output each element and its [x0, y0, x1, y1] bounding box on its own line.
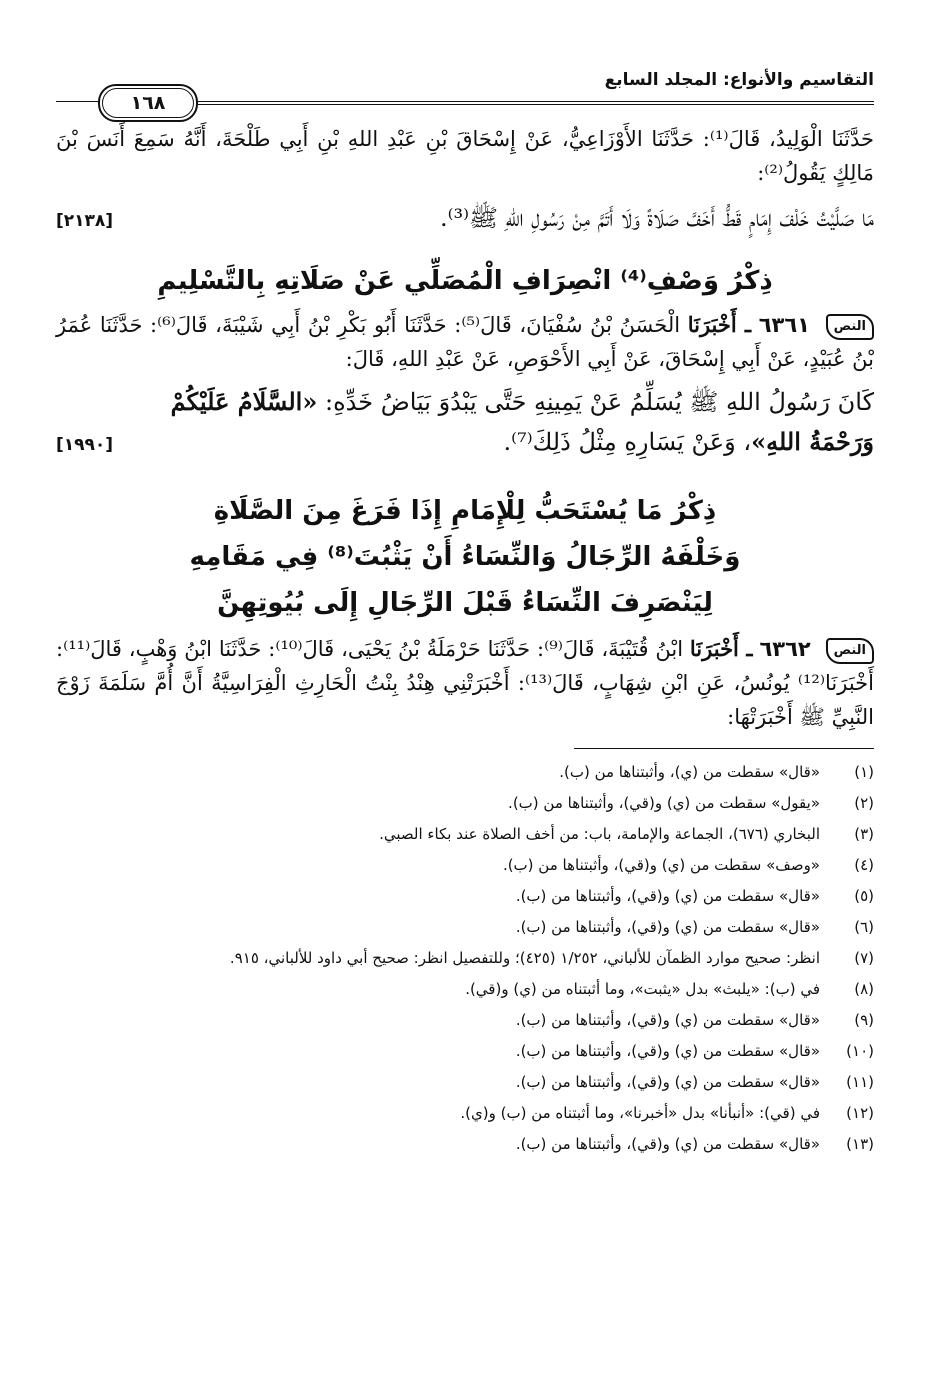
footnote-item: (٤) «وصف» سقطت من (ي) و(قي)، وأثبتناها من (ب). — [502, 856, 874, 874]
hadith-number: ٦٣٦١ — [758, 313, 810, 337]
nass-badge-icon: النص — [826, 638, 874, 664]
footnote-item: (٦) «قال» سقطت من (ي) و(قي)، وأثبتناها من (ب). — [515, 918, 874, 936]
footnote-item: (١) «قال» سقطت من (ي)، وأثبتناها من (ب). — [559, 763, 874, 781]
hadith-reference-1: [٢١٣٨] — [56, 211, 114, 231]
footnote-item: (١١) «قال» سقطت من (ي) و(قي)، وأثبتناها من (ب). — [515, 1073, 874, 1091]
chapter-heading-2-line-2: وَخَلْفَهُ الرِّجَالُ وَالنِّسَاءُ أَنْ يَثْبُتَ⁽⁸⁾ فِي مَقَامِهِ — [189, 542, 741, 572]
hadith-6361 — [56, 308, 874, 376]
running-header — [56, 68, 874, 114]
footnote-item: (١٠) «قال» سقطت من (ي) و(قي)، وأثبتناها من (ب). — [515, 1042, 874, 1060]
footnote-item: (١٢) في (قي): «أنبأنا» بدل «أخبرنا»، وما أثبتناه من (ب) و(ي). — [460, 1104, 874, 1122]
chapter-heading-1: ذِكْرُ وَصْفِ⁽⁴⁾ انْصِرَافِ الْمُصَلِّي عَنْ صَلَاتِهِ بِالتَّسْلِيمِ — [157, 266, 773, 296]
matn-2-end-wrap — [504, 422, 874, 462]
page-number — [98, 84, 198, 122]
footnote-item: (٧) انظر: صحيح موارد الظمآن للألباني، ١/٢٥٢ (٤٢٥)؛ وللتفصيل انظر: صحيح أبي داود للألباني، ٩١٥. — [229, 949, 874, 967]
hadith-intro: ـ أَخْبَرَنَا — [689, 636, 753, 661]
header-rule-double — [116, 104, 874, 105]
footnote-item: (٨) في (ب): «يلبث» بدل «يثبت»، وما أثبتناه من (ي) و(قي). — [465, 980, 874, 998]
footnote-item: (٢) «يقول» سقطت من (ي) و(قي)، وأثبتناها من (ب). — [508, 794, 874, 812]
matn-row-1 — [56, 198, 874, 238]
matn-2-end: ، وَعَنْ يَسَارِهِ مِثْلُ ذَلِكَ⁽⁷⁾. — [503, 428, 752, 456]
footnote-item: (٣) البخاري (٦٧٦)، الجماعة والإمامة، باب: من أخف الصلاة عند بكاء الصبي. — [379, 825, 874, 843]
hadith-6362 — [56, 632, 874, 734]
matn-row-2 — [56, 422, 874, 462]
matn-2-salam-end: وَرَحْمَةُ اللهِ» — [751, 427, 874, 456]
hadith-isnad: الْحَسَنُ بْنُ سُفْيَانَ، قَالَ⁽⁵⁾: حَدَّثَنَا أَبُو بَكْرِ بْنُ أَبِي شَيْبَةَ، قَالَ⁽⁶⁾: حَدَّثَنَا عُمَرُ بْنُ عُبَيْدٍ، عَنْ أَبِي إِسْحَاقَ، عَنْ أَبِي الأَحْوَصِ، عَنْ عَبْدِ اللهِ، قَالَ: — [56, 313, 874, 371]
hadith-reference-2: [١٩٩٠] — [56, 435, 114, 455]
book-page — [56, 68, 874, 1160]
matn-2-salam: «السَّلَامُ عَلَيْكُمْ — [170, 387, 318, 416]
hadith-isnad: ابْنُ قُتَيْبَةَ، قَالَ⁽⁹⁾: حَدَّثَنَا حَرْمَلَةُ بْنُ يَحْيَى، قَالَ⁽¹⁰⁾: حَدَّثَنَا ابْنُ وَهْبٍ، قَالَ⁽¹¹⁾: أَخْبَرَنَا⁽¹²⁾ يُونُسُ، عَنِ ابْنِ شِهَابٍ، قَالَ⁽¹³⁾: أَخْبَرَتْنِي هِنْدُ بِنْتُ الْحَارِثِ الْفِرَاسِيَّةُ أَنَّ أُمَّ سَلَمَةَ زَوْجَ النَّبِيِّ ﷺ أَخْبَرَتْهَا: — [56, 637, 874, 729]
isnad-paragraph-1: حَدَّثَنَا الْوَلِيدُ، قَالَ⁽¹⁾: حَدَّثَنَا الأَوْزَاعِيُّ، عَنْ إِسْحَاقَ بْنِ عَبْدِ اللهِ بْنِ أَبِي طَلْحَةَ، أَنَّهُ سَمِعَ أَنَسَ بْنَ مَالِكٍ يَقُولُ⁽²⁾: — [56, 127, 875, 185]
chapter-heading-2-line-3: لِيَنْصَرِفَ النِّسَاءُ قَبْلَ الرِّجَالِ إِلَى بُيُوتِهِنَّ — [217, 588, 713, 618]
matn-1: مَا صَلَّيْتُ خَلْفَ إِمَامٍ قَطُّ أَخَفَّ صَلَاةً وَلَا أَتَمَّ مِنْ رَسُولِ اللهِ ﷺ⁽³⁾. — [439, 204, 874, 232]
footnotes — [56, 757, 874, 1160]
footnote-item: (٥) «قال» سقطت من (ي) و(قي)، وأثبتناها من (ب). — [515, 887, 874, 905]
matn-2-start: كَانَ رَسُولُ اللهِ ﷺ يُسَلِّمُ عَنْ يَمِينِهِ حَتَّى يَبْدُوَ بَيَاضُ خَدِّهِ: — [324, 388, 874, 416]
footnote-item: (٩) «قال» سقطت من (ي) و(قي)، وأثبتناها من (ب). — [515, 1011, 874, 1029]
chapter-heading-2 — [56, 488, 874, 626]
running-title: التقاسيم والأنواع: المجلد السابع — [604, 70, 874, 90]
hadith-number: ٦٣٦٢ — [759, 637, 811, 661]
nass-badge-icon: النص — [826, 314, 874, 340]
chapter-heading-2-line-1: ذِكْرُ مَا يُسْتَحَبُّ لِلْإِمَامِ إِذَا فَرَغَ مِنَ الصَّلَاةِ — [213, 496, 717, 526]
hadith-intro: ـ أَخْبَرَنَا — [687, 312, 752, 337]
footnote-separator — [574, 748, 874, 749]
footnote-item: (١٣) «قال» سقطت من (ي) و(قي)، وأثبتناها من (ب). — [515, 1135, 874, 1153]
matn-2 — [56, 382, 874, 422]
page-number-text: ١٦٨ — [130, 92, 166, 114]
